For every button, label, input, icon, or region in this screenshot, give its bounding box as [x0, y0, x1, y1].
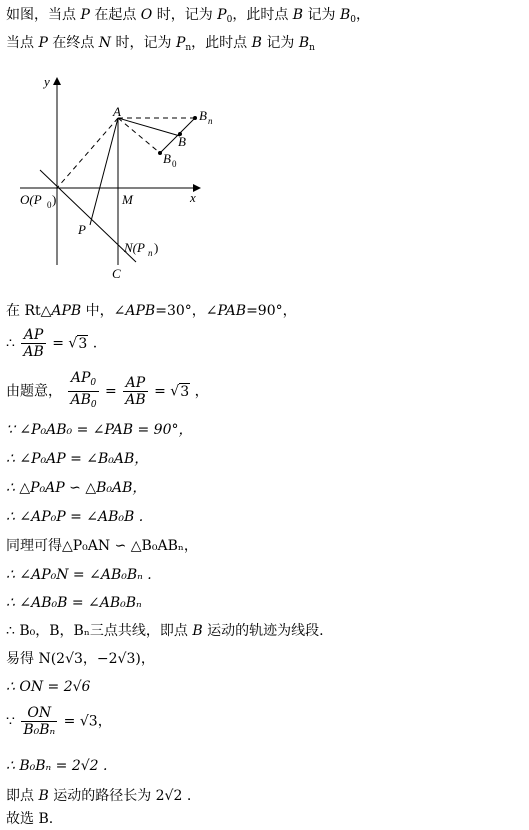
line-on — [40, 170, 136, 262]
var-p: P — [38, 35, 48, 51]
intro-line-1 — [6, 6, 370, 29]
subscript: 0 — [226, 15, 233, 25]
denominator — [68, 392, 98, 413]
var-o: O — [140, 7, 153, 23]
text: 在终点 — [47, 35, 99, 51]
label-b0: B — [163, 151, 171, 166]
denominator: AB — [125, 392, 146, 408]
var: APB — [125, 303, 156, 319]
text: 中，∠ — [81, 303, 126, 319]
line-4: ∵ ∠P₀AB₀ = ∠PAB = 90°， — [6, 422, 193, 438]
label-x: x — [190, 190, 196, 205]
text: =30°，∠ — [155, 303, 218, 319]
var: APB — [51, 303, 82, 319]
line-9: ∴ ∠AP₀N = ∠AB₀Bₙ . — [6, 567, 152, 583]
text: 运动的轨迹为线段. — [202, 623, 324, 639]
point-bn — [193, 116, 197, 120]
text: . — [88, 335, 98, 352]
denominator: B₀Bₙ — [23, 722, 56, 738]
label-b0-sub: 0 — [172, 159, 177, 169]
var: B — [38, 788, 49, 804]
text: = √ — [149, 383, 180, 400]
var-p: P — [80, 7, 90, 23]
var-b: B — [292, 7, 304, 23]
label-m: M — [122, 192, 133, 207]
line-3 — [6, 370, 209, 413]
label-o-sub: 0 — [47, 200, 52, 210]
line-1 — [6, 302, 297, 320]
line-12: 易得 N(2√3，−2√3)， — [6, 651, 155, 667]
line-14 — [6, 705, 112, 738]
fraction — [123, 375, 147, 408]
line-16 — [6, 787, 191, 805]
line-13: ∴ ON = 2√6 — [6, 679, 91, 695]
line-8: 同理可得△P₀AN ∽ △B₀ABₙ， — [6, 538, 198, 554]
text: 在起点 — [89, 7, 141, 23]
text: AP — [70, 370, 91, 386]
subscript: 0 — [350, 15, 357, 25]
text: ， — [356, 7, 371, 23]
label-n-close: ) — [154, 240, 159, 255]
text: ，此时点 — [232, 7, 293, 23]
text: 即点 — [6, 788, 39, 804]
label-o-close: ) — [52, 192, 57, 207]
label-b: B — [178, 134, 186, 149]
line-ab0-dashed — [118, 118, 160, 153]
var-pn: P — [175, 35, 186, 51]
var: B — [192, 623, 203, 639]
line-17: 故选 B. — [6, 811, 54, 827]
line-ab — [118, 118, 180, 136]
label-p: P — [78, 222, 86, 237]
text: ∵ — [6, 713, 20, 730]
subscript: 0 — [90, 378, 97, 388]
text: 时，记为 — [111, 35, 176, 51]
radicand: 3 — [78, 335, 88, 352]
intro-line-2 — [6, 34, 315, 57]
text: 如图，当点 — [6, 7, 81, 23]
numerator: AP — [21, 327, 45, 344]
var-b: B — [251, 35, 262, 51]
geometry-figure — [0, 60, 240, 290]
label-y: y — [44, 74, 50, 89]
label-n: N(P — [124, 240, 145, 255]
line-7: ∴ ∠AP₀P = ∠AB₀B . — [6, 509, 144, 525]
text: =90°， — [246, 303, 297, 319]
text: = √3， — [59, 713, 112, 730]
subscript: n — [309, 43, 315, 53]
line-6: ∴ △P₀AP ∽ △B₀AB， — [6, 480, 147, 496]
numerator — [68, 370, 98, 392]
radicand: 3 — [180, 383, 190, 400]
text: 运动的路径长为 2√2 . — [48, 788, 192, 804]
var: PAB — [217, 303, 247, 319]
fraction — [21, 705, 57, 738]
text: ，此时点 — [191, 35, 252, 51]
line-5: ∴ ∠P₀AP = ∠B₀AB， — [6, 451, 149, 467]
denominator: AB — [23, 344, 44, 360]
var-b0: B — [339, 7, 351, 23]
subscript: 0 — [90, 400, 97, 410]
label-o: O(P — [20, 192, 42, 207]
text: = — [100, 383, 122, 400]
label-bn-sub: n — [208, 116, 213, 126]
text: AB — [70, 392, 91, 408]
point-b0 — [158, 151, 162, 155]
line-11 — [6, 622, 324, 640]
line-15: ∴ B₀Bₙ = 2√2 . — [6, 758, 108, 774]
text: 在 Rt△ — [6, 303, 52, 319]
text: = √ — [47, 335, 78, 352]
var-bn: B — [298, 35, 310, 51]
var-n: N — [98, 35, 112, 51]
fraction — [68, 370, 98, 413]
text: ， — [190, 383, 209, 400]
var-p0: P — [217, 7, 227, 23]
text: 时，记为 — [152, 7, 218, 23]
label-a: A — [113, 104, 121, 119]
text: 当点 — [6, 35, 39, 51]
numerator: AP — [123, 375, 147, 392]
line-2 — [6, 327, 97, 360]
line-10: ∴ ∠AB₀B = ∠AB₀Bₙ — [6, 595, 142, 611]
numerator: ON — [21, 705, 57, 722]
text: ∴ B₀，B，Bₙ三点共线，即点 — [6, 623, 193, 639]
label-c: C — [112, 266, 121, 281]
label-n-sub: n — [148, 248, 153, 258]
text: 记为 — [303, 7, 340, 23]
text: 记为 — [261, 35, 299, 51]
subscript: n — [185, 43, 192, 53]
label-bn: B — [199, 108, 207, 123]
text: ∴ — [6, 335, 20, 352]
fraction — [21, 327, 45, 360]
text: 由题意， — [6, 383, 67, 400]
